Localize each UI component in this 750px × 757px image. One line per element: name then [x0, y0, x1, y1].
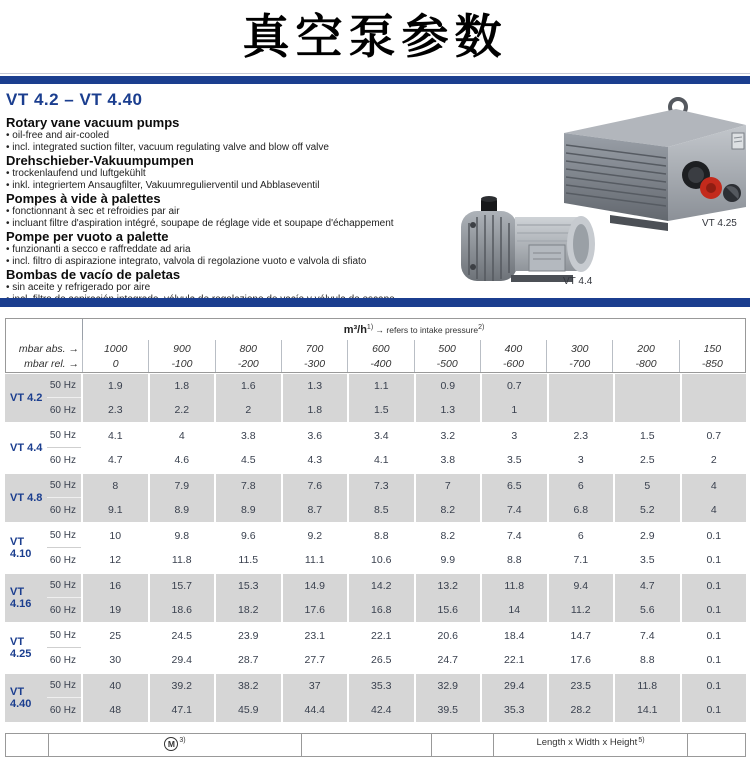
data-cell: 0.7 — [480, 374, 547, 398]
data-cell: 40 — [81, 674, 148, 698]
pressure-column-header: 200 -800 — [612, 340, 678, 372]
data-cell: 11.8 — [480, 574, 547, 598]
data-cell: 9.1 — [81, 498, 148, 522]
data-cell: 29.4 — [148, 648, 215, 672]
data-cell: 3.8 — [214, 424, 281, 448]
data-cell: 19 — [81, 598, 148, 622]
data-cell: 45.9 — [214, 698, 281, 722]
frequency-label: 60 Hz — [47, 598, 81, 622]
frequency-label: 50 Hz — [47, 424, 81, 448]
footer-spec-table — [5, 733, 746, 757]
data-cell: 8.2 — [414, 524, 481, 548]
model-range-title: VT 4.2 – VT 4.40 — [6, 90, 143, 109]
data-cell: 4.5 — [214, 448, 281, 472]
model-label: VT 4.8 — [5, 474, 47, 522]
product-images — [430, 95, 750, 300]
data-cell: 14.7 — [547, 624, 614, 648]
data-cell: 18.6 — [148, 598, 215, 622]
data-cell: 0.9 — [414, 374, 481, 398]
data-cell: 5.2 — [613, 498, 680, 522]
data-cell: 14.2 — [347, 574, 414, 598]
data-cell: 4.7 — [613, 574, 680, 598]
data-cell: 14.9 — [281, 574, 348, 598]
desc-bullet: • funzionanti a secco e raffreddate ad aria — [6, 244, 438, 256]
table-group — [5, 674, 746, 722]
desc-bullet: • sin aceite y refrigerado por aire — [6, 282, 438, 294]
footer-cell-dimensions — [493, 734, 687, 756]
data-cell — [613, 398, 680, 422]
data-cell: 32.9 — [414, 674, 481, 698]
desc-bullet: • incl. filtro di aspirazione integrato, valvola di regolazione vuoto e valvola di sfiato — [6, 256, 438, 268]
table-group — [5, 624, 746, 672]
data-cell: 1.5 — [613, 424, 680, 448]
data-cell: 28.2 — [547, 698, 614, 722]
data-cell: 29.4 — [480, 674, 547, 698]
unit-header — [82, 319, 745, 340]
pressure-column-header: 600 -400 — [347, 340, 413, 372]
data-cell: 17.6 — [547, 648, 614, 672]
arrow-glyph: → — [375, 325, 385, 335]
description-block-it — [6, 230, 438, 268]
desc-heading-it: Pompe per vuoto a palette — [6, 229, 169, 244]
pressure-column-header: 300 -700 — [546, 340, 612, 372]
data-cell: 24.5 — [148, 624, 215, 648]
data-cell: 26.5 — [347, 648, 414, 672]
data-cell: 4.1 — [347, 448, 414, 472]
model-label: VT 4.4 — [5, 424, 47, 472]
vt425-image-label: VT 4.25 — [702, 218, 737, 229]
unit-note: refers to intake pressure — [386, 325, 479, 335]
data-cell: 35.3 — [480, 698, 547, 722]
description-column — [6, 90, 438, 306]
frequency-label: 50 Hz — [47, 524, 81, 548]
data-cell: 9.2 — [281, 524, 348, 548]
data-cell — [680, 374, 747, 398]
data-cell: 38.2 — [214, 674, 281, 698]
data-cell: 20.6 — [414, 624, 481, 648]
data-cell: 1.5 — [347, 398, 414, 422]
data-cell: 4.1 — [81, 424, 148, 448]
data-cell: 11.1 — [281, 548, 348, 572]
data-cell: 4.7 — [81, 448, 148, 472]
data-cell: 22.1 — [480, 648, 547, 672]
data-cell: 14.1 — [613, 698, 680, 722]
data-cell: 4.3 — [281, 448, 348, 472]
data-cell: 7.8 — [214, 474, 281, 498]
data-cell: 3.5 — [613, 548, 680, 572]
data-cell: 4 — [148, 424, 215, 448]
frequency-label: 50 Hz — [47, 474, 81, 498]
frequency-label: 60 Hz — [47, 498, 81, 522]
data-cell: 18.2 — [214, 598, 281, 622]
data-cell: 1.3 — [281, 374, 348, 398]
page-title: 真空泵参数 — [242, 10, 508, 65]
desc-bullet: • incluant filtre d'aspiration intégré, soupape de réglage vide et soupape d'échappement — [6, 218, 438, 230]
model-label: VT 4.16 — [5, 574, 47, 622]
data-cell: 24.7 — [414, 648, 481, 672]
data-cell: 11.2 — [547, 598, 614, 622]
data-cell: 6.8 — [547, 498, 614, 522]
pressure-column-header: 400 -600 — [480, 340, 546, 372]
model-label: VT 4.2 — [5, 374, 47, 422]
frequency-label: 50 Hz — [47, 574, 81, 598]
data-cell: 7.4 — [480, 524, 547, 548]
model-label: VT 4.10 — [5, 524, 47, 572]
data-cell: 7.4 — [613, 624, 680, 648]
desc-bullet: • trockenlaufend und luftgekühlt — [6, 168, 438, 180]
model-label: VT 4.25 — [5, 624, 47, 672]
data-cell: 15.7 — [148, 574, 215, 598]
data-cell — [547, 398, 614, 422]
frequency-label: 60 Hz — [47, 648, 81, 672]
footer-cell-empty-3 — [431, 734, 493, 756]
desc-heading-en: Rotary vane vacuum pumps — [6, 115, 180, 130]
data-cell: 22.1 — [347, 624, 414, 648]
pressure-column-header: 800 -200 — [215, 340, 281, 372]
data-cell: 5.6 — [613, 598, 680, 622]
data-cell: 9.9 — [414, 548, 481, 572]
data-cell: 3.5 — [480, 448, 547, 472]
data-cell: 0.1 — [680, 698, 747, 722]
data-cell: 7.1 — [547, 548, 614, 572]
data-cell: 42.4 — [347, 698, 414, 722]
data-cell: 7.6 — [281, 474, 348, 498]
footnote-marker-3: 3) — [179, 737, 186, 744]
data-cell: 48 — [81, 698, 148, 722]
table-header — [5, 318, 746, 373]
data-cell: 47.1 — [148, 698, 215, 722]
data-cell: 3.6 — [281, 424, 348, 448]
data-cell: 8 — [81, 474, 148, 498]
table-group — [5, 474, 746, 522]
footer-cell-empty-1 — [6, 734, 48, 756]
data-cell: 37 — [281, 674, 348, 698]
data-cell: 7.9 — [148, 474, 215, 498]
data-cell: 6.5 — [480, 474, 547, 498]
footnote-marker-1: 1) — [366, 324, 374, 332]
mbar-rel-label: mbar rel. → — [24, 358, 79, 370]
pressure-column-header: 700 -300 — [281, 340, 347, 372]
data-cell: 1.3 — [414, 398, 481, 422]
footnote-marker-5: 5) — [638, 737, 645, 744]
table-group — [5, 374, 746, 422]
data-cell: 2.3 — [547, 424, 614, 448]
data-cell: 8.2 — [414, 498, 481, 522]
desc-bullet: • fonctionnant à sec et refroidies par air — [6, 206, 438, 218]
desc-bullet: • inkl. integriertem Ansaugfilter, Vakuumregulierventil und Abblaseventil — [6, 180, 438, 192]
data-cell: 0.1 — [680, 674, 747, 698]
data-cell: 1.1 — [347, 374, 414, 398]
footer-cell-empty-2 — [301, 734, 431, 756]
desc-bullet: • incl. integrated suction filter, vacuum regulating valve and blow off valve — [6, 142, 438, 154]
pressure-row-labels — [6, 340, 82, 372]
pressure-column-header: 150 -850 — [679, 340, 745, 372]
data-cell: 6 — [547, 524, 614, 548]
motor-symbol-icon: M — [164, 737, 178, 751]
data-cell: 39.2 — [148, 674, 215, 698]
model-label: VT 4.40 — [5, 674, 47, 722]
data-cell: 30 — [81, 648, 148, 672]
data-cell: 18.4 — [480, 624, 547, 648]
data-cell: 35.3 — [347, 674, 414, 698]
data-cell: 1.8 — [281, 398, 348, 422]
data-cell: 7 — [414, 474, 481, 498]
data-cell: 2 — [680, 448, 747, 472]
data-cell: 4 — [680, 474, 747, 498]
table-group — [5, 424, 746, 472]
table-group — [5, 574, 746, 622]
data-cell: 44.4 — [281, 698, 348, 722]
data-cell: 0.1 — [680, 548, 747, 572]
table-body — [5, 374, 746, 722]
data-cell: 1.9 — [81, 374, 148, 398]
data-cell: 3.8 — [414, 448, 481, 472]
data-cell: 12 — [81, 548, 148, 572]
data-cell: 23.1 — [281, 624, 348, 648]
data-cell: 2.5 — [613, 448, 680, 472]
desc-heading-fr: Pompes à vide à palettes — [6, 191, 161, 206]
header-corner-cell — [6, 319, 82, 340]
frequency-label: 60 Hz — [47, 548, 81, 572]
data-cell: 8.9 — [214, 498, 281, 522]
footnote-marker-2: 2) — [478, 324, 485, 332]
data-cell: 0.1 — [680, 648, 747, 672]
data-cell: 10.6 — [347, 548, 414, 572]
data-cell: 27.7 — [281, 648, 348, 672]
data-cell: 8.8 — [480, 548, 547, 572]
data-cell: 9.6 — [214, 524, 281, 548]
frequency-label: 60 Hz — [47, 698, 81, 722]
data-cell: 2 — [214, 398, 281, 422]
data-cell: 2.2 — [148, 398, 215, 422]
data-cell: 0.7 — [680, 424, 747, 448]
frequency-label: 60 Hz — [47, 448, 81, 472]
pressure-column-header: 900 -100 — [148, 340, 214, 372]
data-cell: 8.5 — [347, 498, 414, 522]
data-cell: 8.8 — [613, 648, 680, 672]
frequency-label: 50 Hz — [47, 674, 81, 698]
data-cell: 1 — [480, 398, 547, 422]
table-group — [5, 524, 746, 572]
footer-cell-motor — [48, 734, 301, 756]
data-cell: 15.3 — [214, 574, 281, 598]
data-cell: 9.8 — [148, 524, 215, 548]
data-cell: 0.1 — [680, 598, 747, 622]
pressure-column-header: 1000 0 — [82, 340, 148, 372]
data-cell: 4.6 — [148, 448, 215, 472]
pressure-column-header: 500 -500 — [414, 340, 480, 372]
data-cell: 14 — [480, 598, 547, 622]
data-cell: 8.7 — [281, 498, 348, 522]
data-cell: 11.8 — [148, 548, 215, 572]
thin-divider-line — [0, 73, 750, 74]
vt44-image-label: VT 4.4 — [563, 276, 593, 287]
data-cell — [680, 398, 747, 422]
data-cell: 23.9 — [214, 624, 281, 648]
data-cell: 16 — [81, 574, 148, 598]
data-cell: 23.5 — [547, 674, 614, 698]
frequency-label: 50 Hz — [47, 374, 81, 398]
data-cell: 13.2 — [414, 574, 481, 598]
data-cell: 8.8 — [347, 524, 414, 548]
description-block-en — [6, 116, 438, 154]
middle-blue-bar — [0, 298, 750, 307]
data-cell: 4 — [680, 498, 747, 522]
mbar-abs-label: mbar abs. → — [18, 343, 79, 355]
data-cell: 3.2 — [414, 424, 481, 448]
unit-label: m³/h — [343, 324, 367, 336]
data-cell: 7.3 — [347, 474, 414, 498]
data-cell: 3.4 — [347, 424, 414, 448]
data-cell: 11.5 — [214, 548, 281, 572]
data-cell: 25 — [81, 624, 148, 648]
description-block-de — [6, 154, 438, 192]
desc-heading-es: Bombas de vacío de paletas — [6, 267, 181, 282]
frequency-label: 50 Hz — [47, 624, 81, 648]
data-cell: 39.5 — [414, 698, 481, 722]
data-cell: 0.1 — [680, 624, 747, 648]
data-cell: 2.3 — [81, 398, 148, 422]
data-cell: 1.8 — [148, 374, 215, 398]
data-cell: 28.7 — [214, 648, 281, 672]
data-cell: 11.8 — [613, 674, 680, 698]
vt44-pump-image — [455, 193, 605, 288]
data-cell — [613, 374, 680, 398]
data-cell: 7.4 — [480, 498, 547, 522]
description-block-fr — [6, 192, 438, 230]
data-cell: 17.6 — [281, 598, 348, 622]
frequency-label: 60 Hz — [47, 398, 81, 422]
data-cell — [547, 374, 614, 398]
data-cell: 10 — [81, 524, 148, 548]
data-cell: 5 — [613, 474, 680, 498]
data-cell: 3 — [480, 424, 547, 448]
top-blue-bar — [0, 76, 750, 84]
data-cell: 9.4 — [547, 574, 614, 598]
data-cell: 0.1 — [680, 524, 747, 548]
footer-cell-empty-4 — [687, 734, 745, 756]
data-cell: 2.9 — [613, 524, 680, 548]
data-cell: 3 — [547, 448, 614, 472]
desc-bullet: • oil-free and air-cooled — [6, 130, 438, 142]
data-cell: 15.6 — [414, 598, 481, 622]
data-cell: 8.9 — [148, 498, 215, 522]
data-cell: 6 — [547, 474, 614, 498]
data-cell: 16.8 — [347, 598, 414, 622]
data-cell: 1.6 — [214, 374, 281, 398]
data-cell: 0.1 — [680, 574, 747, 598]
dimensions-label: Length x Width x Height — [536, 737, 638, 748]
performance-table — [5, 318, 746, 724]
desc-heading-de: Drehschieber-Vakuumpumpen — [6, 153, 194, 168]
